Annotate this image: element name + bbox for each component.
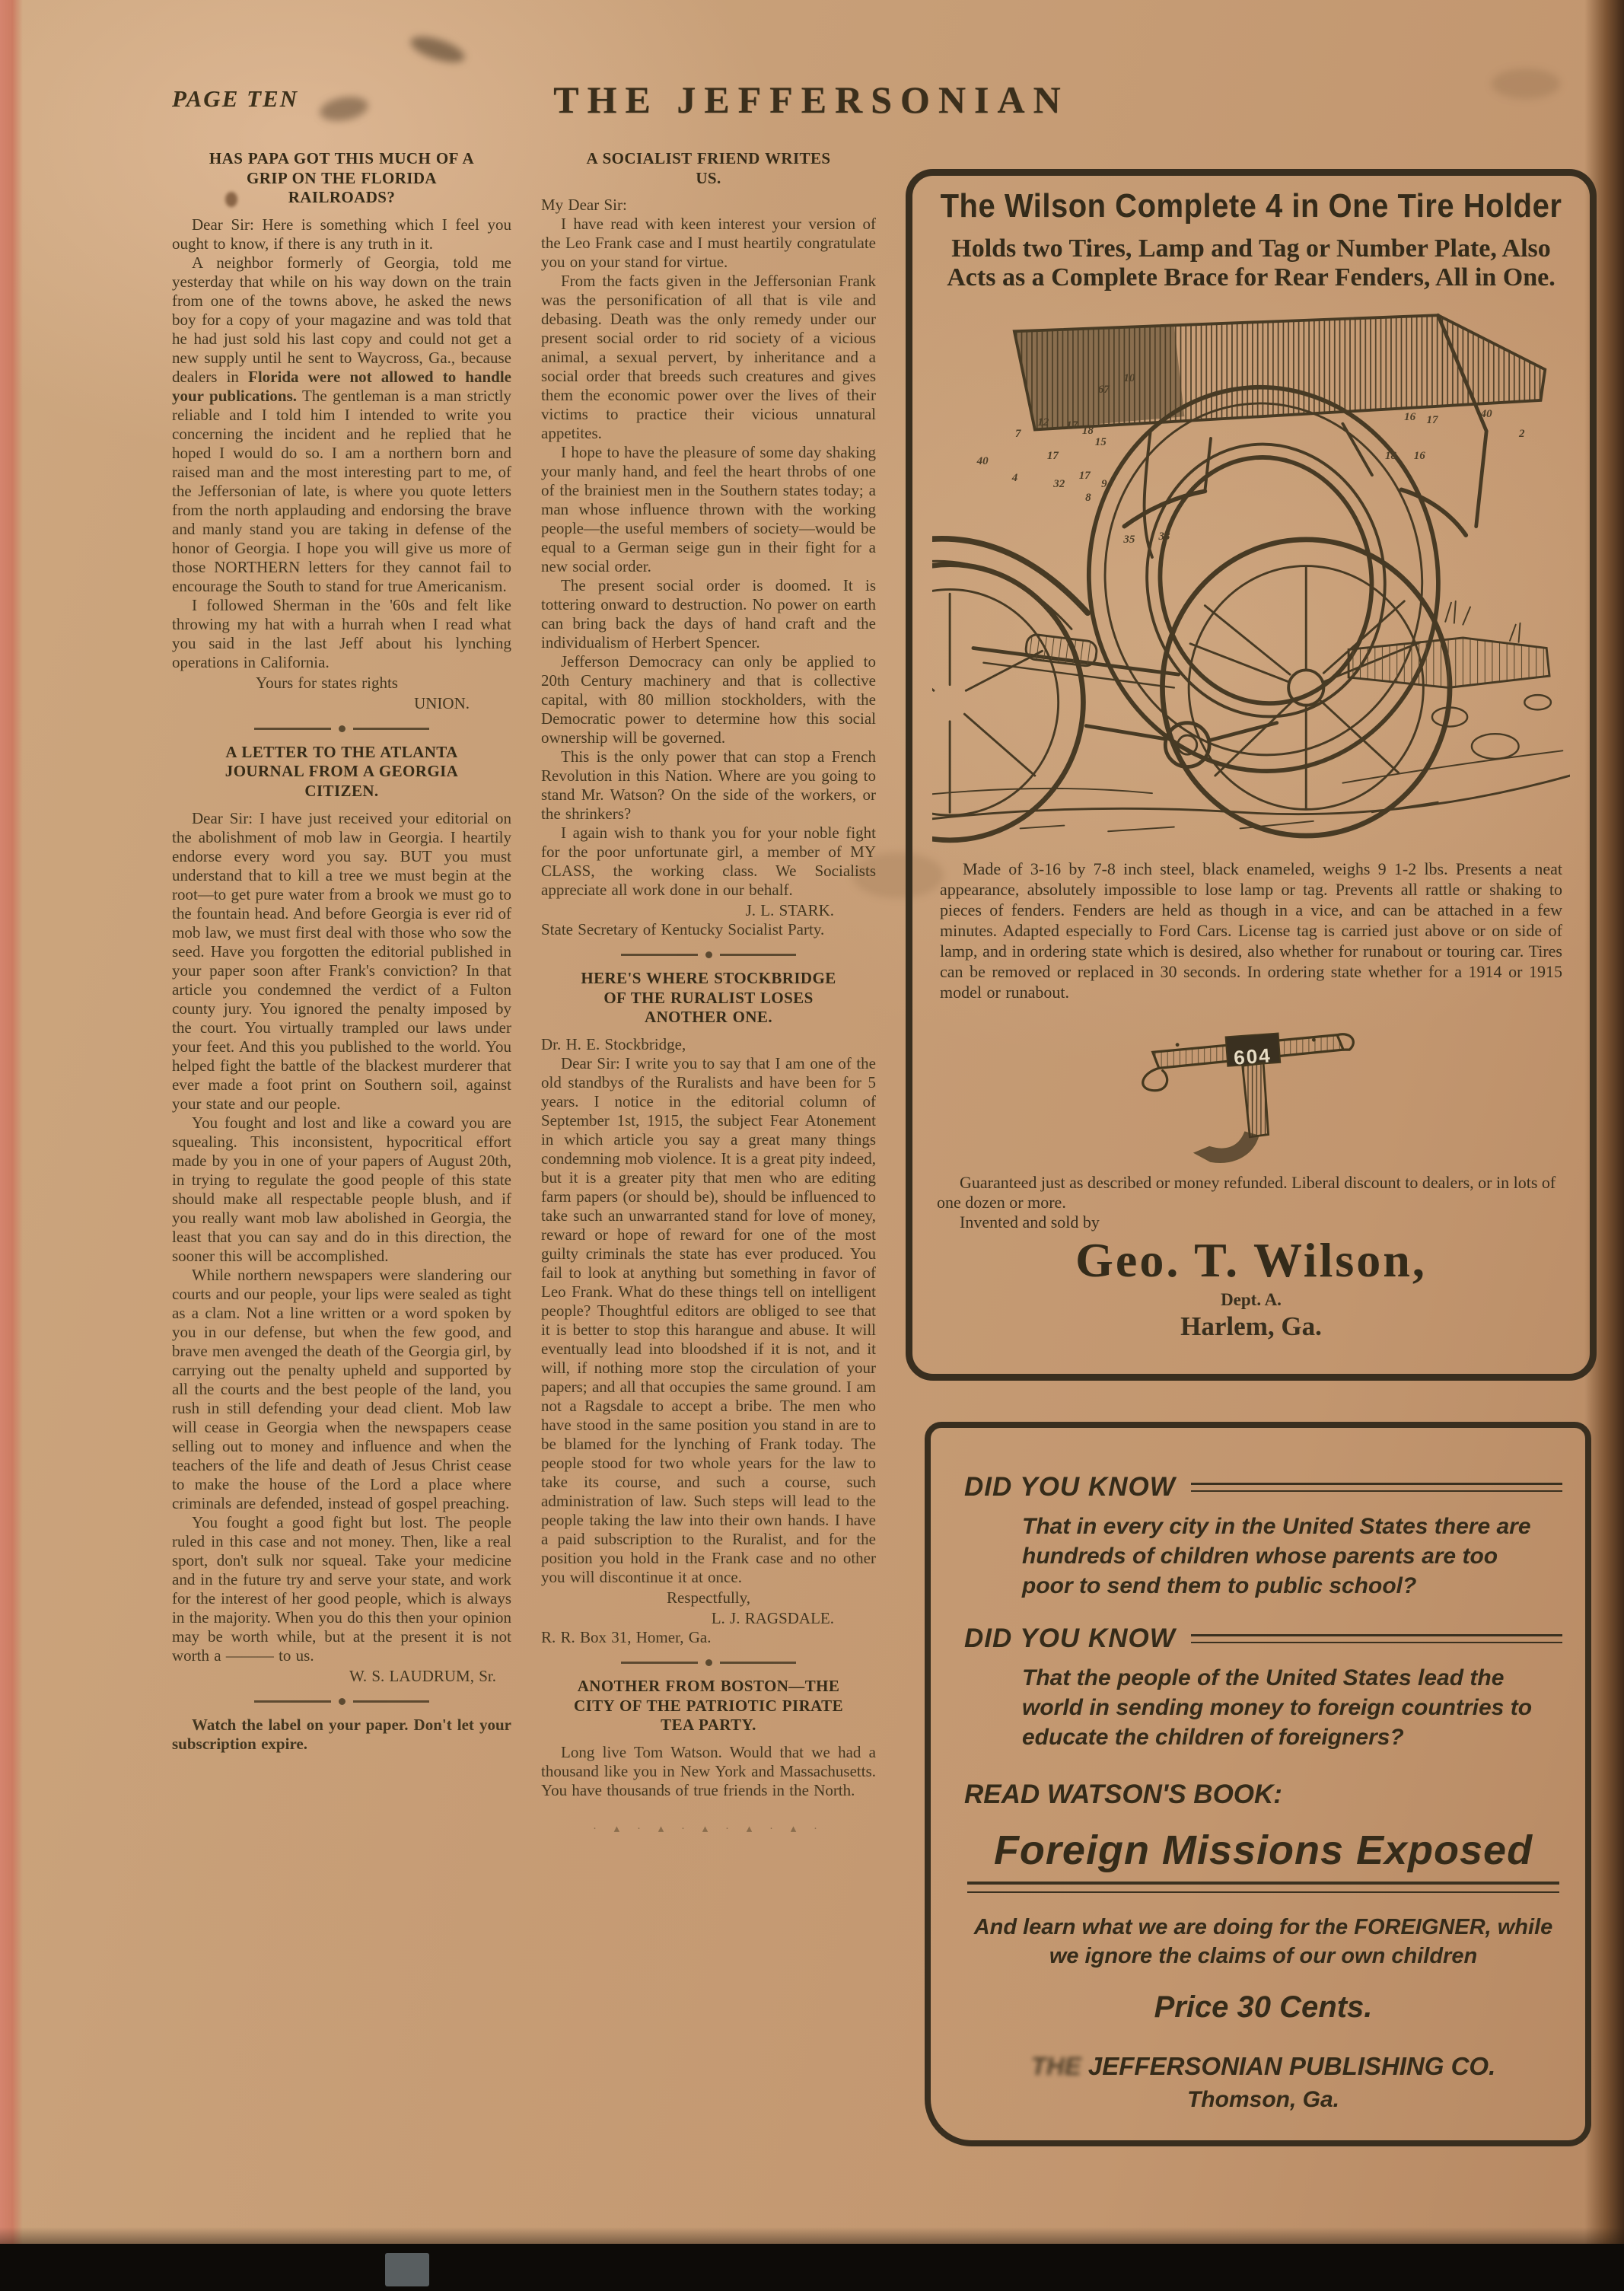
printers-ornament: · ▴ · ▴ · ▴ · ▴ · ▴ · bbox=[592, 1822, 825, 1835]
part-number-label: 18 bbox=[1081, 425, 1094, 438]
part-number-label: 7 bbox=[1014, 427, 1021, 440]
article-title: A SOCIALIST FRIEND WRITES US. bbox=[586, 149, 831, 187]
part-number-label: 2 bbox=[1518, 427, 1525, 440]
paragraph: Dear Sir: I have just received your editorial on the abolishment of mob law in Georgia. I heartily endorse every word you say. BUT you must understand that to kill a tree we must begin at the root—to get pure water from a brook we must go to the fountain head. And before Georgia is ever rid of mob law, we must first deal with those who sow the seed. Have you forgotten the editorial published in your paper soon after Frank's conviction? In that article you condemned the verdict of a Fulton county jury. You ignored the penalty imposed by the court. You virtually trampled our laws under your feet. And this you published to the world. You helped fight the battle of the blackest murderer that ever made a foot print on Southern soil, against your state and our people. bbox=[172, 808, 511, 1113]
book-title: Foreign Missions Exposed bbox=[993, 1827, 1533, 1873]
ad-guarantee-text: Guaranteed just as described or money refunded. Liberal discount to dealers, or in lots of one dozen or more. bbox=[937, 1173, 1556, 1212]
publisher-name bbox=[964, 2052, 1562, 2081]
paragraph: This is the only power that can stop a French Revolution in this Nation. Where are you going to stand Mr. Watson? On the side of the workers, or the shrinkers? bbox=[541, 747, 876, 824]
letter-salutation: My Dear Sir: bbox=[541, 196, 627, 215]
publisher-text: JEFFERSONIAN PUBLISHING CO. bbox=[1081, 2052, 1496, 2080]
emphasized-text: Florida were not allowed to handle your publications. bbox=[172, 367, 511, 405]
scanner-clip-artifact bbox=[385, 2253, 429, 2286]
smudged-word: THE bbox=[1030, 2052, 1081, 2080]
bracket-part-number: 604 bbox=[1233, 1044, 1272, 1069]
paragraph: From the facts given in the Jeffersonian Frank was the personification of all that is vile and debasing. Death was the only remedy under our present social order to rid society of a vicious animal, a sexual pervert, by inheritance and a social order that breeds such creatures and gives them the economic power over the lives of their victims to practice their vicious unnatural appetites. bbox=[541, 272, 876, 443]
publisher-city: Thomson, Ga. bbox=[1186, 2087, 1339, 2112]
part-number-label: 33 bbox=[1158, 530, 1170, 543]
part-number-label: 10 bbox=[1123, 371, 1135, 384]
column-1 bbox=[172, 149, 511, 1754]
double-rule bbox=[1191, 1634, 1562, 1643]
part-number-label: 17 bbox=[1065, 419, 1078, 432]
part-number-label: 35 bbox=[1123, 533, 1135, 546]
letter-salutation: Dr. H. E. Stockbridge, bbox=[541, 1035, 686, 1054]
ad-claim: That in every city in the United States there are hundreds of children whose parents are too poor to send them to public school? bbox=[1022, 1514, 1531, 1598]
page-edge-bottom bbox=[0, 2244, 1624, 2291]
paragraph: While northern newspapers were slandering our courts and our people, your lips were sealed as tight as a clam. Not a line written or a word spoken by you in our defense, but when the few good, and brave men avenged the death of the Georgia girl, by carrying out the penalty upheld and supported by all the courts and the best people of the land, you rush in still defending your dead client. Mob law will cease in Georgia when the newspapers cease selling out to money and influence and when the teachers of the life and death of Jesus Christ cease to make the house of the Lord a place where criminals are defended, instead of gospel preaching. bbox=[172, 1265, 511, 1512]
paragraph bbox=[172, 253, 511, 596]
letter-stockbridge bbox=[541, 969, 876, 1647]
paragraph-text: The gentleman is a man strictly reliable and I told him I intended to write you concerning the incident and he replied that he hoped I would do so. I am a northern born and raised man and the most interesting part to me, of the Jeffersonian of late, is where you quote letters from the north applauding and endorsing the brave and manly stand you are taking in defense of the honor of Georgia. I hope you will give us more of those NORTHERN letters for they cannot fail to encourage the South to stand for true Americanism. bbox=[172, 386, 512, 595]
car-engraving bbox=[932, 300, 1570, 856]
part-number-label: 9 bbox=[1101, 477, 1107, 490]
part-number-label: 40 bbox=[1480, 408, 1492, 421]
part-number-label: 16 bbox=[1404, 411, 1416, 423]
part-number-label: 17 bbox=[1426, 413, 1438, 426]
ad-claim: That the people of the United States lead the world in sending money to foreign countries to educate the children of foreigners? bbox=[1022, 1665, 1533, 1750]
letter-atlanta-journal bbox=[172, 743, 511, 1686]
paper-stain bbox=[1492, 69, 1560, 99]
paragraph: I again wish to thank you for your noble fight for the poor unfortunate girl, a member of MY CLASS, the working class. We Socialists appreciate all work done in our behalf. bbox=[541, 824, 876, 900]
paragraph: I followed Sherman in the '60s and felt like throwing my hat with a hurrah when I read what you said in the last Jeff about his lynching operations in California. bbox=[172, 595, 511, 671]
paragraph: Long live Tom Watson. Would that we had a thousand like you in New York and Massachusetts. You have thousands of true friends in the North. bbox=[541, 1742, 876, 1799]
letter-socialist-friend bbox=[541, 149, 876, 939]
seller-city: Harlem, Ga. bbox=[1180, 1311, 1322, 1341]
page-number-label: PAGE TEN bbox=[172, 85, 299, 112]
ad-title: The Wilson Complete 4 in One Tire Holder bbox=[940, 188, 1562, 225]
page-edge-left bbox=[0, 0, 23, 2291]
ink-smudge bbox=[318, 94, 370, 125]
part-number-label: 17 bbox=[1078, 469, 1091, 482]
paragraph: I have read with keen interest your version of the Leo Frank case and I must heartily congratulate you on your stand for virtue. bbox=[541, 215, 876, 272]
bracket-illustration bbox=[932, 1005, 1570, 1171]
seller-name: Geo. T. Wilson, bbox=[1075, 1233, 1427, 1287]
masthead-title: THE JEFFERSONIAN bbox=[553, 78, 1069, 121]
paragraph: You fought and lost and like a coward you are squealing. This inconsistent, hypocritical effort made by you in one of your papers of August 20th, in trying to regulate the good people of this state should make all respectable people blush, and if you really want mob law abolished in Georgia, the least that you can say and do in this direction, the sooner this will be accomplished. bbox=[172, 1113, 511, 1265]
paragraph-text: A neighbor formerly of Georgia, told me yesterday that while on his way down on the train from one of the towns above, he asked the news boy for a copy of your magazine and was told that he had just sold his last copy and could not get a new supply until he sent to Waycross, Ga., because dealers in bbox=[172, 253, 511, 386]
foreign-missions-ad bbox=[925, 1422, 1591, 2146]
ad-invented-line: Invented and sold by bbox=[960, 1212, 1100, 1232]
letter-boston bbox=[541, 1677, 876, 1800]
signature-address: R. R. Box 31, Homer, Ga. bbox=[541, 1628, 712, 1647]
seller-dept: Dept. A. bbox=[1221, 1290, 1282, 1309]
article-title: HAS PAPA GOT THIS MUCH OF A GRIP ON THE FLORIDA RAILROADS? bbox=[209, 149, 475, 207]
section-divider bbox=[621, 1659, 796, 1666]
part-number-label: 67 bbox=[1097, 383, 1110, 396]
article-title: ANOTHER FROM BOSTON—THE CITY OF THE PATRIOTIC PIRATE TEA PARTY. bbox=[574, 1677, 843, 1735]
paragraph: You fought a good fight but lost. The people ruled in this case and not money. Then, like a real sport, don't sulk nor squeal. Take your medicine and in the future try and serve your state, and work for the interest of her good people, which is always in the majority. When you do this then your opinion may be worth while, but at the present it is not worth a ——— to us. bbox=[172, 1512, 511, 1665]
paragraph: Dear Sir: I write you to say that I am one of the old standbys of the Ruralists and have been for 5 years. I notice in the editorial column of September 1st, 1915, the subject Fear Atonement in which article you say a great many things condemning mob violence. It is a great pity indeed, but it is a greater pity that men who are editing farm papers (or should be), should be influenced to take such an unwarranted stand for love of money, reward or hope of reward for one of the most guilty criminals the state has ever produced. You fail to look at anything but something in favor of Leo Frank. What do these things tell on intelligent people? Thoughtful editors are obliged to see that it is better to stop this harangue and abuse. It will eventually lead into bloodshed if it is not, and it will, if nothing more stop the circulation of your papers; and all that occupies the same ground. I am not a Ragsdale to accept a bribe. The men who have stood in the same position you stand in are to be blamed for the lynching of Frank today. The people stood for two whole years for the law to take its course, and such a course, such administration of law. Such steps will lead to the people taking the law into their own hands. I have a paid subscription to the Ruralist, and for the position you hold in the Frank case and no other you will discontinue it at once. bbox=[541, 1054, 876, 1587]
tire-holder-illustration bbox=[932, 300, 1570, 856]
section-divider bbox=[621, 951, 796, 958]
article-title: HERE'S WHERE STOCKBRIDGE OF THE RURALIST LOSES ANOTHER ONE. bbox=[581, 969, 836, 1027]
article-title: A LETTER TO THE ATLANTA JOURNAL FROM A GEORGIA CITIZEN. bbox=[224, 742, 459, 801]
paragraph: Jefferson Democracy can only be applied to 20th Century machinery and that is collective capital, with 80 million stockholders, with the Democratic power to determine how this social ownership will be governed. bbox=[541, 652, 876, 747]
section-divider bbox=[254, 1698, 429, 1705]
part-number-label: 15 bbox=[1094, 435, 1107, 448]
paragraph: I hope to have the pleasure of some day shaking your manly hand, and feel the heart throbs of one of the brainiest men in the Southern states today; a man whose influence thrown with the working people—the useful members of society—would be equal to a German seige gun in their fight for a new social order. bbox=[541, 443, 876, 576]
book-price: Price 30 Cents. bbox=[1154, 1990, 1373, 2024]
part-number-label: 32 bbox=[1053, 477, 1065, 490]
did-you-know-heading: DID YOU KNOW bbox=[964, 1623, 1176, 1653]
paragraph: The present social order is doomed. It is tottering onward to destruction. No power on earth can bring back the days of hand craft and the individualism of Herbert Spencer. bbox=[541, 576, 876, 652]
part-number-label: 12 bbox=[1037, 416, 1049, 429]
part-number-label: 4 bbox=[1011, 472, 1018, 485]
letter-florida-railroads bbox=[172, 149, 511, 713]
did-you-know-heading: DID YOU KNOW bbox=[964, 1472, 1176, 1502]
letter-signature: UNION. bbox=[414, 693, 470, 712]
read-watsons-book-label: READ WATSON'S BOOK: bbox=[964, 1780, 1282, 1809]
paragraph: Dear Sir: Here is something which I feel you ought to know, if there is any truth in it. bbox=[172, 215, 511, 253]
double-rule bbox=[967, 1882, 1559, 1893]
ink-smudge bbox=[408, 31, 467, 68]
subscription-reminder: Watch the label on your paper. Don't let your subscription expire. bbox=[172, 1715, 511, 1753]
part-number-label: 8 bbox=[1085, 491, 1091, 504]
ad-tagline: And learn what we are doing for the FOREIGNER, while we ignore the claims of our own children bbox=[973, 1915, 1553, 1968]
section-divider bbox=[254, 725, 429, 732]
column-2 bbox=[541, 149, 876, 1839]
double-rule bbox=[1191, 1483, 1562, 1492]
part-number-label: 17 bbox=[1046, 450, 1059, 463]
part-number-label: 16 bbox=[1413, 450, 1425, 463]
letter-signoff: Yours for states rights bbox=[256, 673, 398, 692]
letter-signature: W. S. LAUDRUM, Sr. bbox=[349, 1666, 496, 1685]
letter-signature: J. L. STARK. bbox=[745, 901, 834, 920]
letter-signature: L. J. RAGSDALE. bbox=[711, 1609, 834, 1628]
part-number-label: 18 bbox=[1384, 450, 1396, 463]
ad-subtitle: Holds two Tires, Lamp and Tag or Number Plate, Also Acts as a Complete Brace for Rear Fenders, All in One. bbox=[947, 234, 1556, 292]
did-you-know-row bbox=[964, 1472, 1562, 1502]
did-you-know-row bbox=[964, 1623, 1562, 1654]
letter-signoff: Respectfully, bbox=[666, 1588, 751, 1608]
signature-role: State Secretary of Kentucky Socialist Party. bbox=[541, 920, 825, 939]
wilson-tire-holder-ad bbox=[906, 169, 1597, 1381]
ad-body-text: Made of 3-16 by 7-8 inch steel, black enameled, weighs 9 1-2 lbs. Presents a neat appearance, absolutely impossible to lose lamp or tag. Prevents all rattle or shaking to pieces of fenders. Fenders are held as though in a vice, and can be attached in a few minutes. Adapted especially to Ford Cars. License tag is carried just above or on side of lamp, and in ordering state which is desired, also whether for runabout or touring car. Tires can be removed or replaced in 30 seconds. In ordering state whether for a 1914 or 1915 model or runabout. bbox=[940, 859, 1562, 1002]
part-number-label: 40 bbox=[976, 455, 989, 468]
bracket-engraving bbox=[1135, 1005, 1368, 1171]
